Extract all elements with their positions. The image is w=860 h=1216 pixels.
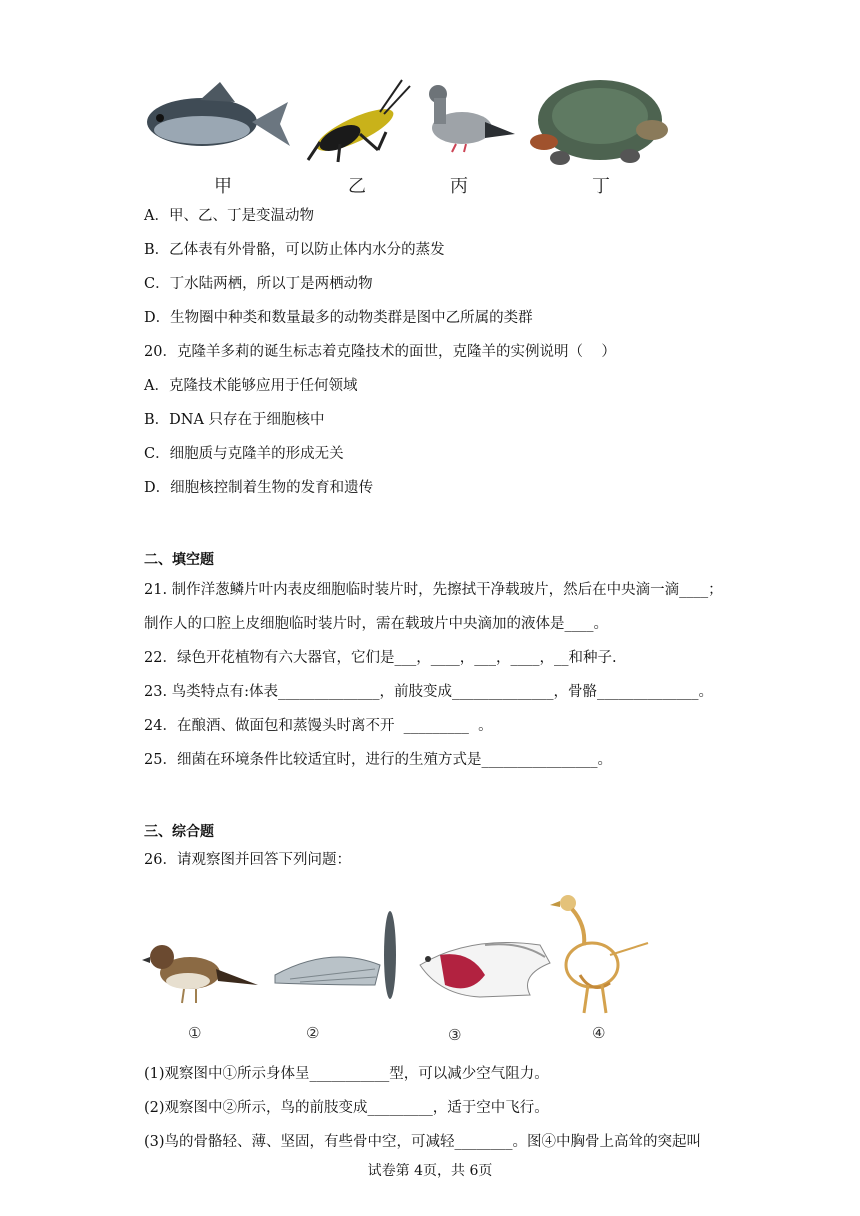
q20-option-d: D．细胞核控制着生物的发育和遗传 — [144, 480, 374, 496]
q21-line2: 制作人的口腔上皮细胞临时装片时，需在载玻片中央滴加的液体是____。 — [144, 616, 608, 632]
bird-figure-label-1: ① — [188, 1024, 202, 1042]
figure-label-ding: 丁 — [592, 176, 610, 197]
q21-line1: 21. 制作洋葱鳞片叶内表皮细胞临时装片时，先擦拭干净载玻片，然后在中央滴一滴____； — [144, 582, 723, 598]
bird-skeleton-icon — [550, 895, 648, 1013]
q26-part2: (2)观察图中②所示，鸟的前肢变成_________，适于空中飞行。 — [144, 1100, 549, 1116]
bird-figure-label-4: ④ — [592, 1024, 606, 1042]
q20-option-a: A．克隆技术能够应用于任何领域 — [144, 378, 358, 394]
section3-title: 三、综合题 — [144, 824, 214, 840]
figure-label-yi: 乙 — [348, 176, 366, 197]
grasshopper-icon — [308, 80, 410, 162]
q25: 25．细菌在环境条件比较适宜时，进行的生殖方式是________________。 — [144, 752, 612, 768]
bird-figure — [140, 885, 670, 1025]
q22: 22．绿色开花植物有六大器官，它们是___，____，___，____，__和种子. — [144, 650, 617, 666]
section2-title: 二、填空题 — [144, 552, 214, 568]
q19-option-c: C．丁水陆两栖，所以丁是两栖动物 — [144, 276, 373, 292]
bird-lung-icon — [420, 943, 550, 998]
q23: 23. 鸟类特点有:体表______________，前肢变成______________，骨骼______________。 — [144, 684, 714, 700]
figure-label-jia: 甲 — [214, 176, 232, 197]
fish-icon — [147, 82, 290, 146]
pigeon-icon — [429, 85, 515, 152]
q20-option-b: B．DNA 只存在于细胞核中 — [144, 412, 325, 428]
q26-part3: (3)鸟的骨骼轻、薄、坚固，有些骨中空，可减轻________。图④中胸骨上高耸的突起叫 — [144, 1134, 702, 1150]
figure-label-bing: 丙 — [450, 176, 468, 197]
sparrow-icon — [142, 945, 258, 1003]
q24: 24．在酿酒、做面包和蒸馒头时离不开 _________ 。 — [144, 718, 493, 734]
bird-figure-label-3: ③ — [448, 1026, 462, 1044]
q19-option-b: B．乙体表有外骨骼，可以防止体内水分的蒸发 — [144, 242, 445, 258]
q26-stem: 26．请观察图并回答下列问题： — [144, 852, 351, 868]
q20-option-c: C．细胞质与克隆羊的形成无关 — [144, 446, 344, 462]
q20-stem: 20．克隆羊多莉的诞生标志着克隆技术的面世，克隆羊的实例说明（ ） — [144, 344, 616, 360]
q26-part1: (1)观察图中①所示身体呈___________型，可以减少空气阻力。 — [144, 1066, 549, 1082]
page-footer: 试卷第 4页，共 6页 — [367, 1163, 493, 1179]
bird-figure-drawing — [140, 885, 670, 1025]
turtle-icon — [530, 80, 668, 165]
q19-option-d: D．生物圈中种类和数量最多的动物类群是图中乙所属的类群 — [144, 310, 533, 326]
wing-icon — [275, 911, 396, 999]
bird-figure-label-2: ② — [306, 1024, 320, 1042]
q19-option-a: A．甲、乙、丁是变温动物 — [144, 208, 314, 224]
